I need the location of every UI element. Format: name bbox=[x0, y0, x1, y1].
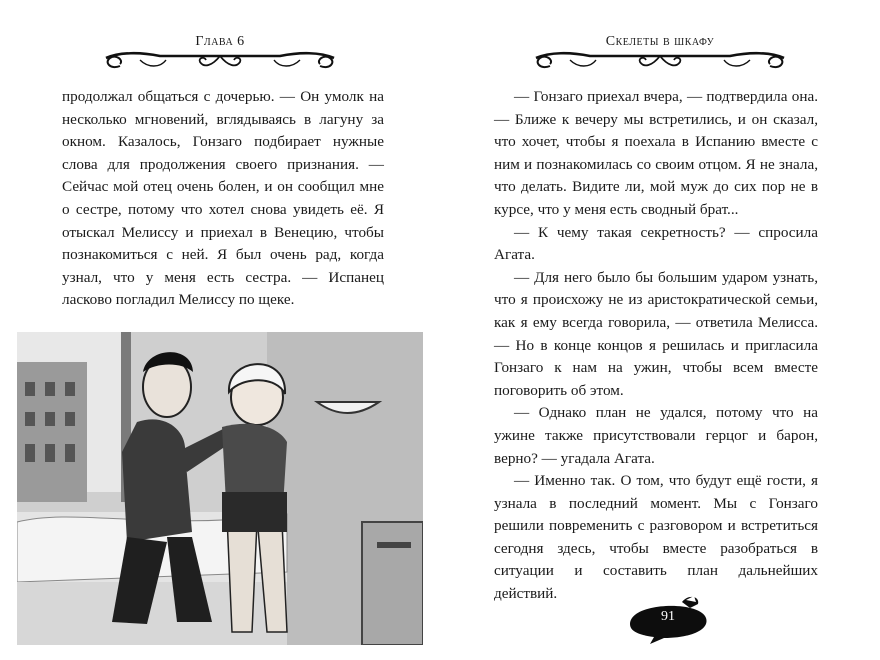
ornament-divider-icon bbox=[530, 48, 790, 74]
paragraph: — К чему такая секретность? — спросила Агата. bbox=[494, 223, 818, 264]
page-number-badge bbox=[620, 594, 720, 644]
paragraph: — Для него было бы большим ударом узнать, что я происхожу не из аристократической семьи, как я ему всегда говорила, — ответила Мелисса. — Но в конце концов я решилась и пригласила Гонзаго к нам на ужин, чтобы всем вместе поговорить об этом. bbox=[494, 268, 818, 399]
right-body-text bbox=[494, 86, 818, 606]
paragraph: — Гонзаго приехал вчера, — подтвердила она. — Ближе к вечеру мы встретились, и он сказал, что хочет, чтобы я поехала в Испанию вместе с ним и познакомилась со своим отцом. Я не знала, что делать. Видите ли, мой муж до сих пор не в курсе, что у меня есть сводный брат... bbox=[494, 88, 818, 218]
running-head-left: Глава 6 bbox=[195, 34, 245, 49]
ornament-divider-icon bbox=[100, 48, 340, 74]
paragraph: — Однако план не удался, потому что на ужине также присутствовали герцог и барон, верно? — угадала Агата. bbox=[494, 404, 818, 467]
page-number: 91 bbox=[661, 609, 675, 624]
right-page bbox=[440, 0, 880, 660]
running-head-right: Скелеты в шкафу bbox=[605, 34, 715, 49]
paragraph: — Именно так. О том, что будут ещё гости, я узнала в последний момент. Мы с Гонзаго решили повременить с разговором и встретиться сегодня здесь, чтобы вместе разобраться в ситуации и составить план дальнейших действий. bbox=[494, 472, 818, 603]
left-body-text bbox=[62, 86, 384, 312]
illustration-icon bbox=[17, 332, 423, 645]
paragraph: продолжал общаться с дочерью. — Он умолк на несколько мгновений, вглядываясь в лагуну за окном. Казалось, Гонзаго подбирает нужные слова для продолжения своего признания. — Сейчас мой отец очень болен, и он сообщил мне о сестре, потому что хотел снова увидеть её. Я отыскал Мелиссу и приехал в Венецию, чтобы познакомиться с ней. Я был очень рад, когда узнал, что у меня есть сестра. — Испанец ласково погладил Мелиссу по щеке. bbox=[62, 88, 384, 309]
